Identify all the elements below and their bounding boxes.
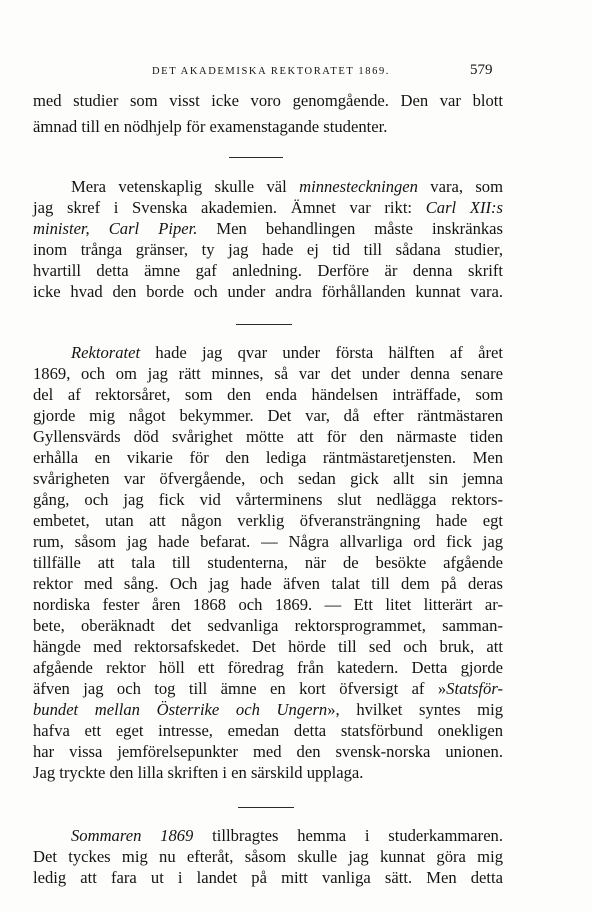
text-line: bete, oberäknadt det sedvanliga rektorsprogrammet, samman- <box>33 616 503 635</box>
section-divider <box>229 157 283 158</box>
text-line: Det tyckes mig nu efteråt, såsom skulle jag kunnat göra mig <box>33 847 503 866</box>
text-line: inom trånga gränser, ty jag hade ej tid till sådana studier, <box>33 240 503 259</box>
text-line: hafva ett eget intresse, emedan detta statsförbund onekligen <box>33 721 503 740</box>
text-line: svårigheten var öfvergående, och sedan gick allt sin jemna <box>33 469 503 488</box>
text-line: tillfälle att tala till studenterna, när de besökte afgående <box>33 553 503 572</box>
text-line: gång, och jag fick vid vårterminens slut nedlägga rektors- <box>33 490 503 509</box>
text-line: Jag tryckte den lilla skriften i en särskild upplaga. <box>33 763 364 782</box>
section-divider <box>238 807 294 808</box>
text-line: Rektoratet hade jag qvar under första hälften af året <box>71 343 503 362</box>
text-line: rektor med sång. Och jag hade äfven talat till dem på deras <box>33 574 503 593</box>
page-header <box>0 62 592 82</box>
text-line: hängde med rektorsafskedet. Det hörde till sed och bruk, att <box>33 637 503 656</box>
text-line: Mera vetenskaplig skulle väl minnesteckningen vara, som <box>71 177 503 196</box>
page-number: 579 <box>470 62 493 78</box>
text-line: 1869, och om jag rätt minnes, så var det under denna senare <box>33 364 503 383</box>
text-line: minister, Carl Piper. Men behandlingen måste inskränkas <box>33 219 503 238</box>
text-line: bundet mellan Österrike och Ungern», hvilket syntes mig <box>33 700 503 719</box>
text-line: har vissa jemförelsepunkter med den svensk-norska unionen. <box>33 742 503 761</box>
text-line: afgående rektor höll ett föredrag från katedern. Detta gjorde <box>33 658 503 677</box>
text-line: jag skref i Svenska akademien. Ämnet var rikt: Carl XII:s <box>33 198 503 217</box>
text-line: erhålla en vikarie för den lediga räntmästaretjensten. Men <box>33 448 503 467</box>
text-line: äfven jag och tog till ämne en kort öfversigt af »Statsför- <box>33 679 503 698</box>
text-line: ledig att fara ut i landet på mitt vanliga sätt. Men detta <box>33 868 503 887</box>
text-line: hvartill detta ämne gaf anledning. Derföre är denna skrift <box>33 261 503 280</box>
text-line: Gyllensvärds död svårighet mötte att för den närmaste tiden <box>33 427 503 446</box>
text-line: gjorde mig något bekymmer. Det var, då efter räntmästaren <box>33 406 503 425</box>
text-line: med studier som visst icke voro genomgående. Den var blott <box>33 91 503 110</box>
text-line: ämnad till en nödhjelp för examenstagande studenter. <box>33 117 388 136</box>
text-line: embetet, utan att någon verklig öfveransträngning hade egt <box>33 511 503 530</box>
text-line: icke hvad den borde och under andra förhållanden kunnat vara. <box>33 282 503 301</box>
text-line: del af rektorsåret, som den enda händelsen inträffade, som <box>33 385 503 404</box>
text-line: nordiska fester åren 1868 och 1869. — Ett litet litterärt ar- <box>33 595 503 614</box>
text-line: rum, såsom jag hade befarat. — Några allvarliga ord fick jag <box>33 532 503 551</box>
text-line: Sommaren 1869 tillbragtes hemma i studerkammaren. <box>71 826 504 845</box>
section-divider <box>236 324 292 325</box>
running-head: DET AKADEMISKA REKTORATET 1869. <box>152 66 391 77</box>
